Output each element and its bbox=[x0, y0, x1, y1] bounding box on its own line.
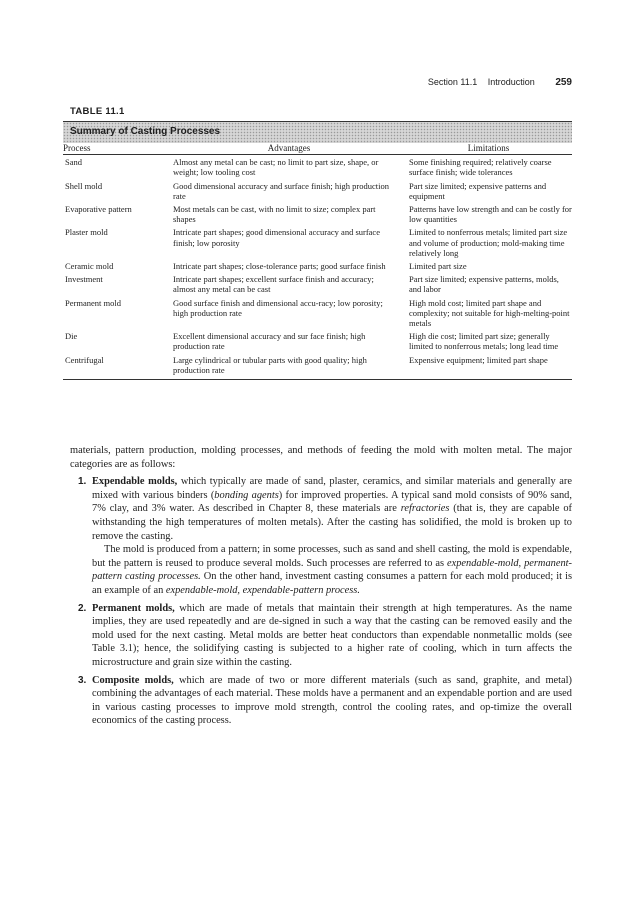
page-number: 259 bbox=[555, 77, 572, 88]
list-item-permanent-molds bbox=[70, 602, 572, 670]
table-header-row bbox=[63, 143, 572, 155]
process-cell: Sand bbox=[65, 157, 82, 168]
item-emphasis: expendable-mold, permanent-pattern casting processes. bbox=[92, 557, 572, 583]
column-header-advantages: Advantages bbox=[173, 143, 405, 155]
section-topic: Introduction bbox=[487, 77, 535, 87]
advantages-cell: Most metals can be cast, with no limit to size; complex part shapes bbox=[173, 204, 376, 225]
process-cell: Investment bbox=[65, 274, 103, 285]
advantages-cell: Good surface finish and dimensional accu-racy; low porosity; high production rate bbox=[173, 297, 383, 318]
list-item-expendable-molds bbox=[70, 475, 572, 597]
process-cell: Centrifugal bbox=[63, 355, 173, 380]
table-row bbox=[63, 155, 572, 181]
advantages-cell: Excellent dimensional accuracy and sur face finish; high production rate bbox=[173, 331, 366, 352]
limitations-cell: Part size limited; expensive patterns, molds, and labor bbox=[409, 274, 559, 295]
list-item-composite-molds bbox=[70, 674, 572, 728]
process-cell: Plaster mold bbox=[65, 227, 108, 238]
body-text bbox=[70, 444, 572, 732]
process-cell: Evaporative pattern bbox=[65, 204, 132, 215]
item-term: Permanent molds, bbox=[92, 602, 175, 614]
item-number: 2. bbox=[78, 602, 87, 614]
table-label: TABLE 11.1 bbox=[70, 106, 125, 117]
casting-processes-table bbox=[63, 143, 572, 380]
table-row bbox=[63, 331, 572, 354]
column-header-process: Process bbox=[63, 143, 173, 155]
limitations-cell: High die cost; limited part size; generally limited to nonferrous metals; long lead time bbox=[409, 331, 559, 352]
advantages-cell: Large cylindrical or tubular parts with good quality; high production rate bbox=[173, 355, 405, 380]
limitations-cell: Part size limited; expensive patterns and equipment bbox=[409, 180, 547, 201]
item-text: which typically are made of sand, plaster, ceramics, and similar materials and generally are mixed with various binders ( bbox=[92, 476, 572, 501]
process-cell: Permanent mold bbox=[65, 297, 121, 308]
table-row bbox=[63, 181, 572, 204]
process-cell: Die bbox=[65, 331, 78, 342]
process-cell: Ceramic mold bbox=[65, 261, 114, 272]
item-text: ) for improved properties. A typical sand mold consists of 90% sand, 7% clay, and 3% water. As described in Chapter 8, these materials are bbox=[92, 489, 572, 515]
item-paragraph bbox=[92, 543, 572, 597]
limitations-cell: High mold cost; limited part shape and complexity; not suitable for high-melting-point metals bbox=[409, 297, 570, 329]
item-term: Composite molds, bbox=[92, 674, 174, 686]
table-row bbox=[63, 227, 572, 261]
table-row bbox=[63, 298, 572, 332]
limitations-cell: Some finishing required; relatively coarse surface finish; wide tolerances bbox=[409, 157, 552, 178]
item-number: 3. bbox=[78, 674, 87, 686]
item-text: which are made of two or more different materials (such as sand, graphite, and metal) combining the advantages of each material. These molds have a permanent and an expendable portion and are used in various casting processes to improve mold strength, control the cooling rates, and op-timize the overall economics of the casting process. bbox=[92, 674, 572, 727]
item-emphasis: bonding agents bbox=[214, 489, 279, 501]
item-term: Expendable molds, bbox=[92, 476, 178, 488]
item-text: which are made of metals that maintain their strength at high temperatures. As the name implies, they are used repeatedly and are de-signed in such a way that the casting can be removed easily and the mold used for the next casting. Metal molds are better heat conductors than expendable nonmetallic molds (see Table 3.1); hence, the solidifying casting is subjected to a higher rate of cooling, which in turn affects the microstructure and grain size within the casting. bbox=[92, 602, 572, 668]
limitations-cell: Limited to nonferrous metals; limited part size and volume of production; mold-making time relatively long bbox=[409, 227, 568, 258]
advantages-cell: Intricate part shapes; close-tolerance parts; good surface finish bbox=[173, 261, 386, 272]
limitations-cell: Patterns have low strength and can be costly for low quantities bbox=[409, 204, 572, 225]
item-emphasis: refractories bbox=[400, 503, 450, 515]
intro-paragraph: materials, pattern production, molding processes, and methods of feeding the mold with molten metal. The major categories are as follows: bbox=[70, 445, 572, 470]
table-title: Summary of Casting Processes bbox=[70, 126, 221, 137]
table-row bbox=[63, 274, 572, 297]
table-row bbox=[63, 355, 572, 380]
column-header-limitations: Limitations bbox=[405, 143, 572, 155]
advantages-cell: Intricate part shapes; excellent surface finish and accuracy; almost any metal can be cast bbox=[173, 274, 374, 295]
limitations-cell: Limited part size bbox=[409, 261, 467, 272]
running-header bbox=[428, 77, 572, 88]
limitations-cell: Expensive equipment; limited part shape bbox=[405, 355, 572, 380]
item-text: The mold is produced from a pattern; in some processes, such as sand and shell casting, the mold is expendable, but the pattern is reused to produce several molds. Such processes are referred to as bbox=[92, 544, 572, 569]
section-number: Section 11.1 bbox=[427, 77, 478, 87]
table-row bbox=[63, 204, 572, 227]
item-number: 1. bbox=[78, 476, 87, 488]
mold-categories-list bbox=[70, 475, 572, 728]
advantages-cell: Good dimensional accuracy and surface finish; high production rate bbox=[173, 180, 389, 201]
advantages-cell: Intricate part shapes; good dimensional accuracy and surface finish; low porosity bbox=[173, 227, 380, 248]
process-cell: Shell mold bbox=[65, 180, 103, 191]
item-text: On the other hand, investment casting consumes a pattern for each mold produced; it is an example of an bbox=[92, 571, 572, 596]
item-emphasis: expendable-mold, expendable-pattern process. bbox=[165, 584, 360, 596]
advantages-cell: Almost any metal can be cast; no limit to part size, shape, or weight; low tooling cost bbox=[173, 157, 379, 178]
table-row bbox=[63, 261, 572, 274]
item-text: (that is, they are capable of withstanding the high temperatures of molten metals). After the casting has solidified, the mold is broken up to remove the casting. bbox=[92, 503, 573, 542]
